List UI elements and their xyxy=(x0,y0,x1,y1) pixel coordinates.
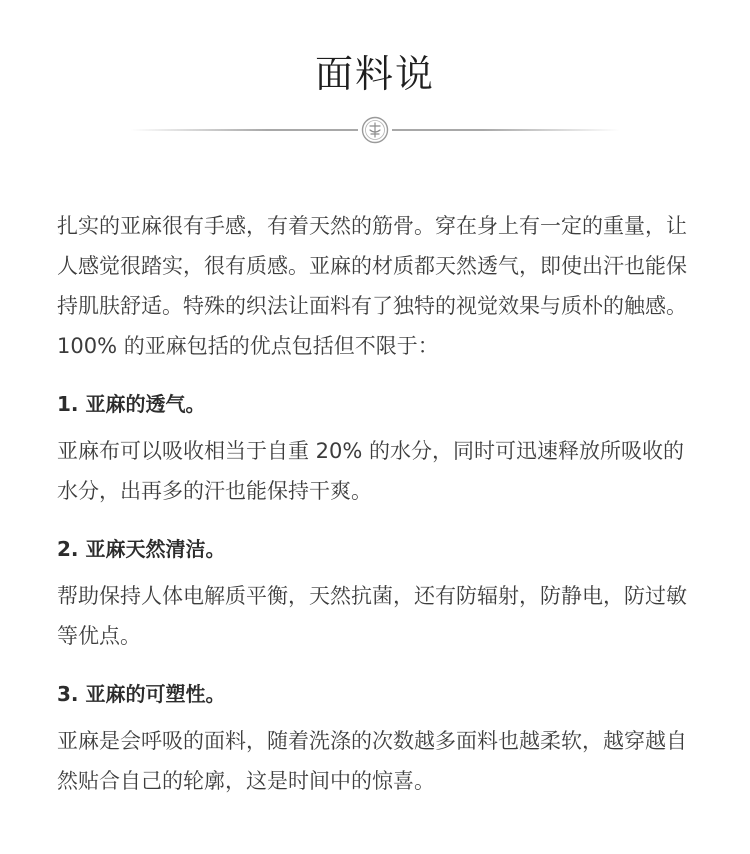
section-cleanliness xyxy=(57,529,697,656)
article-body xyxy=(57,206,697,819)
page-title: 面料说 xyxy=(314,52,435,96)
section-heading: 2. 亚麻天然清洁。 xyxy=(57,537,226,561)
intro-line: 持肌肤舒适。特殊的织法让面料有了独特的视觉效果与质朴的触感。 xyxy=(57,294,687,318)
intro-line: 扎实的亚麻很有手感，有着天然的筋骨。穿在身上有一定的重量，让 xyxy=(57,214,687,238)
intro-line: 100% 的亚麻包括的优点包括但不限于： xyxy=(57,334,439,358)
section-line: 水分，出再多的汗也能保持干爽。 xyxy=(57,479,372,503)
section-line: 帮助保持人体电解质平衡，天然抗菌，还有防辐射，防静电，防过敏 xyxy=(57,584,687,608)
title-divider xyxy=(130,116,620,144)
intro-paragraph xyxy=(57,206,697,366)
section-line: 亚麻布可以吸收相当于自重 20% 的水分，同时可迅速释放所吸收的 xyxy=(57,439,685,463)
divider-line-left xyxy=(130,129,358,131)
section-line: 然贴合自己的轮廓，这是时间中的惊喜。 xyxy=(57,769,435,793)
section-line: 亚麻是会呼吸的面料，随着洗涤的次数越多面料也越柔软，越穿越自 xyxy=(57,729,687,753)
intro-line: 人感觉很踏实，很有质感。亚麻的材质都天然透气，即使出汗也能保 xyxy=(57,254,687,278)
section-heading: 3. 亚麻的可塑性。 xyxy=(57,682,226,706)
section-breathability xyxy=(57,384,697,511)
section-plasticity xyxy=(57,674,697,801)
divider-line-right xyxy=(392,129,620,131)
section-heading: 1. 亚麻的透气。 xyxy=(57,392,206,416)
ornamental-round-seal-icon xyxy=(361,116,389,144)
section-line: 等优点。 xyxy=(57,624,141,648)
